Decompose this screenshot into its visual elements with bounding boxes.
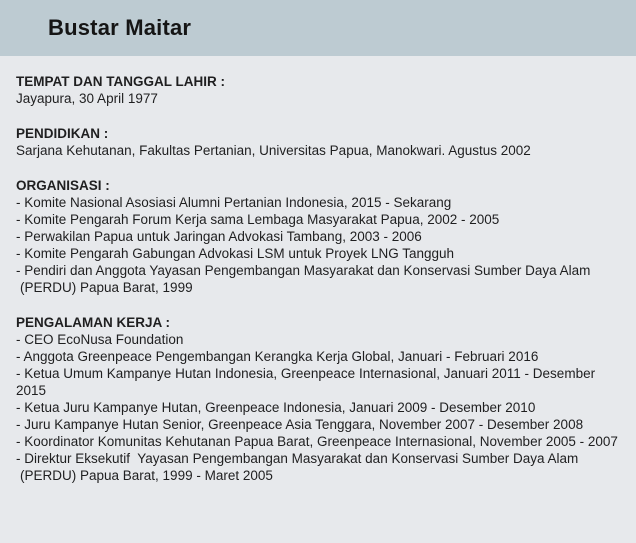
organization-item: - Komite Pengarah Forum Kerja sama Lembaga Masyarakat Papua, 2002 - 2005 [16,212,500,227]
cv-content [0,56,636,484]
section-work-experience [16,314,622,484]
section-work-experience-heading: PENGALAMAN KERJA : [16,315,171,330]
birth-line: Jayapura, 30 April 1977 [16,91,158,106]
work-experience-item: - Ketua Umum Kampanye Hutan Indonesia, Greenpeace Internasional, Januari 2011 - Desember 2015 [16,366,599,398]
organization-item: - Komite Nasional Asosiasi Alumni Pertanian Indonesia, 2015 - Sekarang [16,195,452,210]
work-experience-item: - Direktur Eksekutif Yayasan Pengembangan Masyarakat dan Konservasi Sumber Daya Alam [16,451,579,466]
work-experience-item: - CEO EcoNusa Foundation [16,332,184,347]
organization-item: - Komite Pengarah Gabungan Advokasi LSM untuk Proyek LNG Tangguh [16,246,455,261]
work-experience-item-continuation: (PERDU) Papua Barat, 1999 - Maret 2005 [20,468,273,483]
page-title: Bustar Maitar [48,15,192,40]
organization-item: - Pendiri dan Anggota Yayasan Pengembangan Masyarakat dan Konservasi Sumber Daya Alam [16,263,591,278]
section-birth-heading: TEMPAT DAN TANGGAL LAHIR : [16,74,225,89]
education-line: Sarjana Kehutanan, Fakultas Pertanian, Universitas Papua, Manokwari. Agustus 2002 [16,143,531,158]
work-experience-item: - Ketua Juru Kampanye Hutan, Greenpeace Indonesia, Januari 2009 - Desember 2010 [16,400,536,415]
section-birth [16,73,622,107]
work-experience-item: - Koordinator Komunitas Kehutanan Papua Barat, Greenpeace Internasional, November 2005 - 2007 [16,434,618,449]
work-experience-item: - Juru Kampanye Hutan Senior, Greenpeace Asia Tenggara, November 2007 - Desember 2008 [16,417,584,432]
header-band [0,0,636,56]
section-education [16,125,622,159]
work-experience-item: - Anggota Greenpeace Pengembangan Kerangka Kerja Global, Januari - Februari 2016 [16,349,539,364]
organization-item-continuation: (PERDU) Papua Barat, 1999 [20,280,193,295]
organization-item: - Perwakilan Papua untuk Jaringan Advokasi Tambang, 2003 - 2006 [16,229,422,244]
section-education-heading: PENDIDIKAN : [16,126,109,141]
section-organizations [16,177,622,296]
section-organizations-heading: ORGANISASI : [16,178,110,193]
